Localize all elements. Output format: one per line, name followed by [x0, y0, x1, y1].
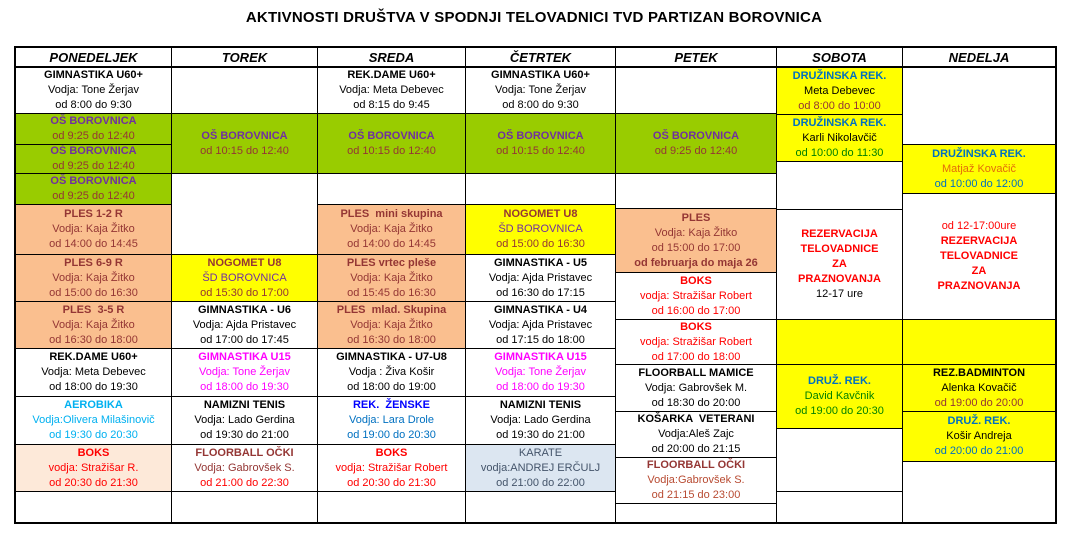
empty-cell — [777, 429, 902, 492]
activity-cell — [318, 302, 465, 349]
activity-cell — [466, 302, 615, 349]
activity-cell — [466, 68, 615, 114]
activity-cell — [318, 349, 465, 397]
activity-detail: od 14:00 do 14:45 — [347, 238, 436, 250]
page-title: AKTIVNOSTI DRUŠTVA V SPODNJI TELOVADNICI TVD PARTIZAN BOROVNICA — [245, 9, 823, 26]
activity-cell — [318, 114, 465, 174]
activity-cell — [16, 445, 171, 492]
activity-detail: od 15:45 do 16:30 — [347, 286, 436, 299]
activity-detail: od 20:30 do 21:30 — [347, 476, 436, 489]
activity-title: DRUŽINSKA REK. — [792, 116, 887, 129]
activity-title: PLES mlad. Skupina — [336, 303, 447, 316]
activity-detail: od 14:00 do 14:45 — [49, 238, 138, 250]
empty-cell — [318, 492, 465, 522]
activity-title: DRUŽINSKA REK. — [792, 69, 887, 82]
activity-detail: Vodja: Kaja Žitko — [52, 271, 135, 284]
activity-title: AEROBIKA — [64, 399, 123, 411]
activity-cell — [172, 397, 317, 445]
activity-detail: Vodja: Gabrovšek S. — [194, 461, 295, 474]
activity-cell — [466, 445, 615, 492]
activity-detail: PRAZNOVANJA — [798, 273, 881, 285]
activity-detail: od 21:00 do 22:00 — [496, 476, 585, 489]
activity-detail: od 17:00 do 18:00 — [651, 350, 741, 363]
activity-detail: od 20:00 do 21:00 — [934, 445, 1024, 457]
empty-cell — [172, 492, 317, 522]
activity-detail: Karli Nikolavčič — [802, 131, 877, 144]
day-column-petek — [616, 48, 777, 522]
activity-cell — [318, 68, 465, 114]
activity-cell — [616, 209, 776, 273]
activity-detail: od 18:00 do 19:00 — [347, 381, 436, 393]
activity-detail: od 18:30 do 20:00 — [651, 396, 741, 409]
activity-cell — [777, 115, 902, 162]
activity-detail: Vodja: Meta Debevec — [339, 84, 444, 96]
activity-cell — [777, 210, 902, 320]
activity-cell — [16, 145, 171, 174]
day-column-torek — [172, 48, 318, 522]
empty-cell — [903, 462, 1055, 522]
activity-title: NAMIZNI TENIS — [203, 399, 286, 411]
activity-cell — [16, 349, 171, 397]
activity-detail: od 18:00 do 19:30 — [49, 381, 138, 393]
activity-title: OŠ BOROVNICA — [50, 175, 137, 187]
activity-title: PLES 3-5 R — [62, 303, 125, 316]
activity-title: DRUŽ. REK. — [808, 375, 871, 387]
activity-detail: Vodja: Kaja Žitko — [350, 318, 433, 331]
activity-detail: vodja: Stražišar Robert — [640, 335, 752, 348]
activity-cell — [903, 365, 1055, 412]
activity-detail: Vodja: Kaja Žitko — [52, 223, 135, 235]
activity-detail: Vodja:Olivera Milašinovič — [32, 414, 155, 426]
activity-title: OŠ BOROVNICA — [50, 115, 137, 127]
activity-detail: Vodja:Gabrovšek S. — [647, 474, 745, 486]
empty-cell — [903, 320, 1055, 365]
activity-detail: Vodja: Lado Gerdina — [490, 414, 591, 426]
activity-title: KOŠARKA VETERANI — [637, 413, 755, 425]
activity-title: OŠ BOROVNICA — [348, 129, 435, 142]
activity-title: od 12-17:00ure — [941, 220, 1017, 232]
activity-detail: od 9:25 do 12:40 — [654, 144, 738, 157]
activity-detail: od 15:30 do 17:00 — [200, 286, 289, 299]
activity-detail: Vodja: Tone Žerjav — [48, 84, 139, 96]
activity-detail: od 16:30 do 18:00 — [347, 333, 436, 346]
activity-detail: Vodja: Tone Žerjav — [495, 84, 586, 96]
activity-detail: od 8:00 do 9:30 — [55, 99, 132, 111]
activity-detail: Vodja:Aleš Zajc — [658, 428, 734, 440]
activity-title: PLES mini skupina — [340, 208, 443, 220]
activity-title: BOKS — [680, 274, 712, 287]
activity-cell — [903, 194, 1055, 320]
activity-detail: od februarja do maja 26 — [634, 256, 758, 269]
activity-detail: PRAZNOVANJA — [937, 280, 1021, 292]
activity-title: GIMNASTIKA - U6 — [197, 303, 292, 316]
activity-detail: od 16:30 do 17:15 — [496, 286, 585, 299]
activity-title: PLES vrtec pleše — [346, 256, 437, 269]
activity-title: REK. ŽENSKE — [352, 399, 430, 411]
day-column-ponedeljek — [16, 48, 172, 522]
activity-cell — [466, 349, 615, 397]
activity-detail: 12-17 ure — [815, 288, 864, 300]
activity-title: GIMNASTIKA U60+ — [491, 69, 590, 81]
activity-detail: Vodja: Kaja Žitko — [350, 271, 433, 284]
activity-detail: REZERVACIJA — [940, 235, 1018, 247]
activity-cell — [777, 68, 902, 115]
activity-detail: Vodja: Ajda Pristavec — [488, 318, 593, 331]
day-column-sreda — [318, 48, 466, 522]
activity-detail: Vodja: Tone Žerjav — [199, 366, 290, 378]
activity-title: GIMNASTIKA - U4 — [493, 303, 588, 316]
activity-cell — [172, 302, 317, 349]
activity-title: KARATE — [518, 446, 563, 459]
activity-detail: Vodja: Meta Debevec — [41, 366, 146, 378]
activity-detail: od 8:00 do 9:30 — [502, 99, 579, 111]
activity-detail: od 8:00 do 10:00 — [798, 99, 881, 112]
activity-cell — [318, 255, 465, 302]
activity-title: GIMNASTIKA U60+ — [44, 69, 143, 81]
activity-detail: od 15:00 do 17:00 — [651, 241, 741, 254]
day-header: ČETRTEK — [466, 48, 615, 68]
activity-cell — [466, 397, 615, 445]
activity-cell — [466, 255, 615, 302]
activity-title: NAMIZNI TENIS — [499, 399, 582, 411]
activity-cell — [466, 114, 615, 174]
activity-detail: vodja: Stražišar Robert — [335, 461, 448, 474]
activity-cell — [172, 349, 317, 397]
activity-title: PLES 1-2 R — [64, 208, 123, 220]
activity-cell — [466, 205, 615, 255]
activity-cell — [318, 397, 465, 445]
empty-cell — [616, 504, 776, 522]
day-header: NEDELJA — [903, 48, 1055, 68]
activity-detail: od 21:15 do 23:00 — [651, 489, 741, 501]
empty-cell — [172, 174, 317, 255]
activity-cell — [16, 397, 171, 445]
activity-detail: od 20:00 do 21:15 — [651, 443, 741, 455]
activity-detail: od 9:25 do 12:40 — [52, 130, 135, 142]
empty-cell — [616, 68, 776, 114]
activity-detail: od 10:15 do 12:40 — [347, 144, 436, 157]
activity-detail: od 19:30 do 21:00 — [496, 429, 585, 441]
empty-cell — [16, 492, 171, 522]
empty-cell — [172, 68, 317, 114]
activity-detail: od 18:00 do 19:30 — [496, 381, 585, 393]
activity-detail: od 10:15 do 12:40 — [496, 144, 585, 157]
activity-detail: Matjaž Kovačič — [942, 162, 1016, 175]
activity-detail: od 15:00 do 16:30 — [49, 286, 138, 299]
activity-detail: Vodja : Živa Košir — [348, 366, 435, 378]
activity-detail: od 21:00 do 22:30 — [200, 476, 289, 489]
activity-detail: Vodja: Tone Žerjav — [495, 366, 586, 378]
activity-detail: od 18:00 do 19:30 — [200, 381, 289, 393]
day-header: PONEDELJEK — [16, 48, 171, 68]
activity-detail: ŠD BOROVNICA — [498, 223, 583, 235]
activity-title: FLOORBALL OČKI — [646, 459, 746, 471]
activity-detail: od 16:00 do 17:00 — [651, 304, 741, 317]
activity-detail: Vodja: Ajda Pristavec — [488, 271, 593, 284]
activity-cell — [172, 114, 317, 174]
activity-title: NOGOMET U8 — [503, 208, 578, 220]
day-header: SOBOTA — [777, 48, 902, 68]
activity-detail: od 19:30 do 20:30 — [49, 429, 138, 441]
activity-detail: od 20:30 do 21:30 — [49, 476, 138, 489]
activity-detail: od 8:15 do 9:45 — [353, 99, 430, 111]
activity-detail: od 17:15 do 18:00 — [496, 333, 585, 346]
activity-title: REZ.BADMINTON — [932, 366, 1026, 379]
activity-detail: od 9:25 do 12:40 — [52, 160, 135, 172]
activity-detail: od 15:00 do 16:30 — [496, 238, 585, 250]
activity-detail: vodja: Stražišar R. — [48, 461, 139, 474]
activity-cell — [616, 412, 776, 458]
activity-cell — [616, 365, 776, 412]
activity-detail: od 10:00 do 12:00 — [934, 177, 1024, 190]
activity-title: PLES — [681, 211, 711, 224]
activity-detail: TELOVADNICE — [800, 243, 879, 255]
activity-title: OŠ BOROVNICA — [201, 129, 288, 142]
empty-cell — [777, 162, 902, 210]
activity-detail: vodja:ANDREJ ERČULJ — [480, 461, 601, 474]
activity-cell — [903, 145, 1055, 194]
activity-cell — [616, 114, 776, 174]
activity-detail: Vodja: Kaja Žitko — [52, 318, 135, 331]
activity-detail: od 10:00 do 11:30 — [795, 146, 884, 159]
activity-detail: od 19:30 do 21:00 — [200, 429, 289, 441]
day-column-sobota — [777, 48, 903, 522]
activity-title: GIMNASTIKA U15 — [198, 351, 291, 363]
empty-cell — [903, 68, 1055, 145]
activity-detail: od 16:30 do 18:00 — [49, 333, 138, 346]
activity-cell — [172, 445, 317, 492]
activity-title: FLOORBALL MAMICE — [638, 366, 754, 379]
empty-cell — [466, 492, 615, 522]
activity-title: BOKS — [680, 320, 712, 333]
activity-detail: TELOVADNICE — [939, 250, 1019, 262]
activity-title: BOKS — [375, 446, 408, 459]
empty-cell — [616, 174, 776, 209]
schedule-table — [14, 46, 1057, 524]
activity-detail: od 19:00 do 20:30 — [795, 405, 884, 417]
empty-cell — [318, 174, 465, 205]
empty-cell — [777, 492, 902, 522]
activity-detail: Meta Debevec — [804, 84, 875, 97]
activity-detail: Vodja: Ajda Pristavec — [192, 318, 297, 331]
activity-cell — [318, 205, 465, 255]
activity-cell — [16, 255, 171, 302]
activity-detail: od 9:25 do 12:40 — [52, 190, 135, 202]
activity-title: GIMNASTIKA - U7-U8 — [336, 351, 447, 363]
activity-detail: Vodja: Kaja Žitko — [350, 223, 433, 235]
activity-title: DRUŽINSKA REK. — [932, 147, 1026, 160]
activity-detail: od 19:00 do 20:00 — [934, 396, 1024, 409]
activity-title: OŠ BOROVNICA — [652, 129, 740, 142]
activity-detail: Vodja: Gabrovšek M. — [644, 381, 748, 394]
activity-detail: Vodja: Lara Drole — [349, 414, 434, 426]
activity-detail: vodja: Stražišar Robert — [640, 289, 752, 302]
activity-detail: ZA — [832, 258, 847, 270]
day-header: TOREK — [172, 48, 317, 68]
activity-title: REK.DAME U60+ — [347, 69, 436, 81]
activity-cell — [903, 412, 1055, 462]
activity-cell — [16, 205, 171, 255]
activity-detail: David Kavčnik — [804, 390, 875, 402]
activity-detail: ZA — [971, 265, 987, 277]
day-header: PETEK — [616, 48, 776, 68]
activity-title: DRUŽ. REK. — [947, 415, 1011, 427]
day-column-nedelja — [903, 48, 1055, 522]
activity-detail: Alenka Kovačič — [941, 381, 1017, 394]
activity-detail: od 17:00 do 17:45 — [200, 333, 289, 346]
activity-detail: od 10:15 do 12:40 — [200, 144, 289, 157]
empty-cell — [777, 320, 902, 365]
day-header: SREDA — [318, 48, 465, 68]
activity-detail: od 19:00 do 20:30 — [347, 429, 436, 441]
activity-title: FLOORBALL OČKI — [195, 446, 294, 459]
activity-cell — [616, 273, 776, 320]
activity-detail: Košir Andreja — [946, 430, 1012, 442]
activity-cell — [16, 174, 171, 205]
activity-title: REK.DAME U60+ — [49, 351, 138, 363]
activity-cell — [16, 114, 171, 145]
activity-cell — [172, 255, 317, 302]
activity-cell — [16, 302, 171, 349]
activity-detail: Vodja: Kaja Žitko — [654, 226, 738, 239]
activity-title: BOKS — [77, 446, 110, 459]
activity-cell — [616, 458, 776, 504]
activity-title: OŠ BOROVNICA — [497, 129, 584, 142]
activity-title: PLES 6-9 R — [64, 256, 123, 269]
activity-title: GIMNASTIKA U15 — [494, 351, 587, 363]
activity-title: OŠ BOROVNICA — [50, 145, 137, 157]
activity-cell — [777, 365, 902, 429]
activity-title: GIMNASTIKA - U5 — [493, 256, 588, 269]
activity-cell — [16, 68, 171, 114]
day-column--etrtek — [466, 48, 616, 522]
activity-detail: ŠD BOROVNICA — [202, 271, 287, 284]
empty-cell — [466, 174, 615, 205]
activity-title: NOGOMET U8 — [207, 256, 282, 269]
activity-detail: Vodja: Lado Gerdina — [194, 414, 295, 426]
activity-title: REZERVACIJA — [801, 228, 878, 240]
activity-cell — [616, 320, 776, 365]
activity-cell — [318, 445, 465, 492]
